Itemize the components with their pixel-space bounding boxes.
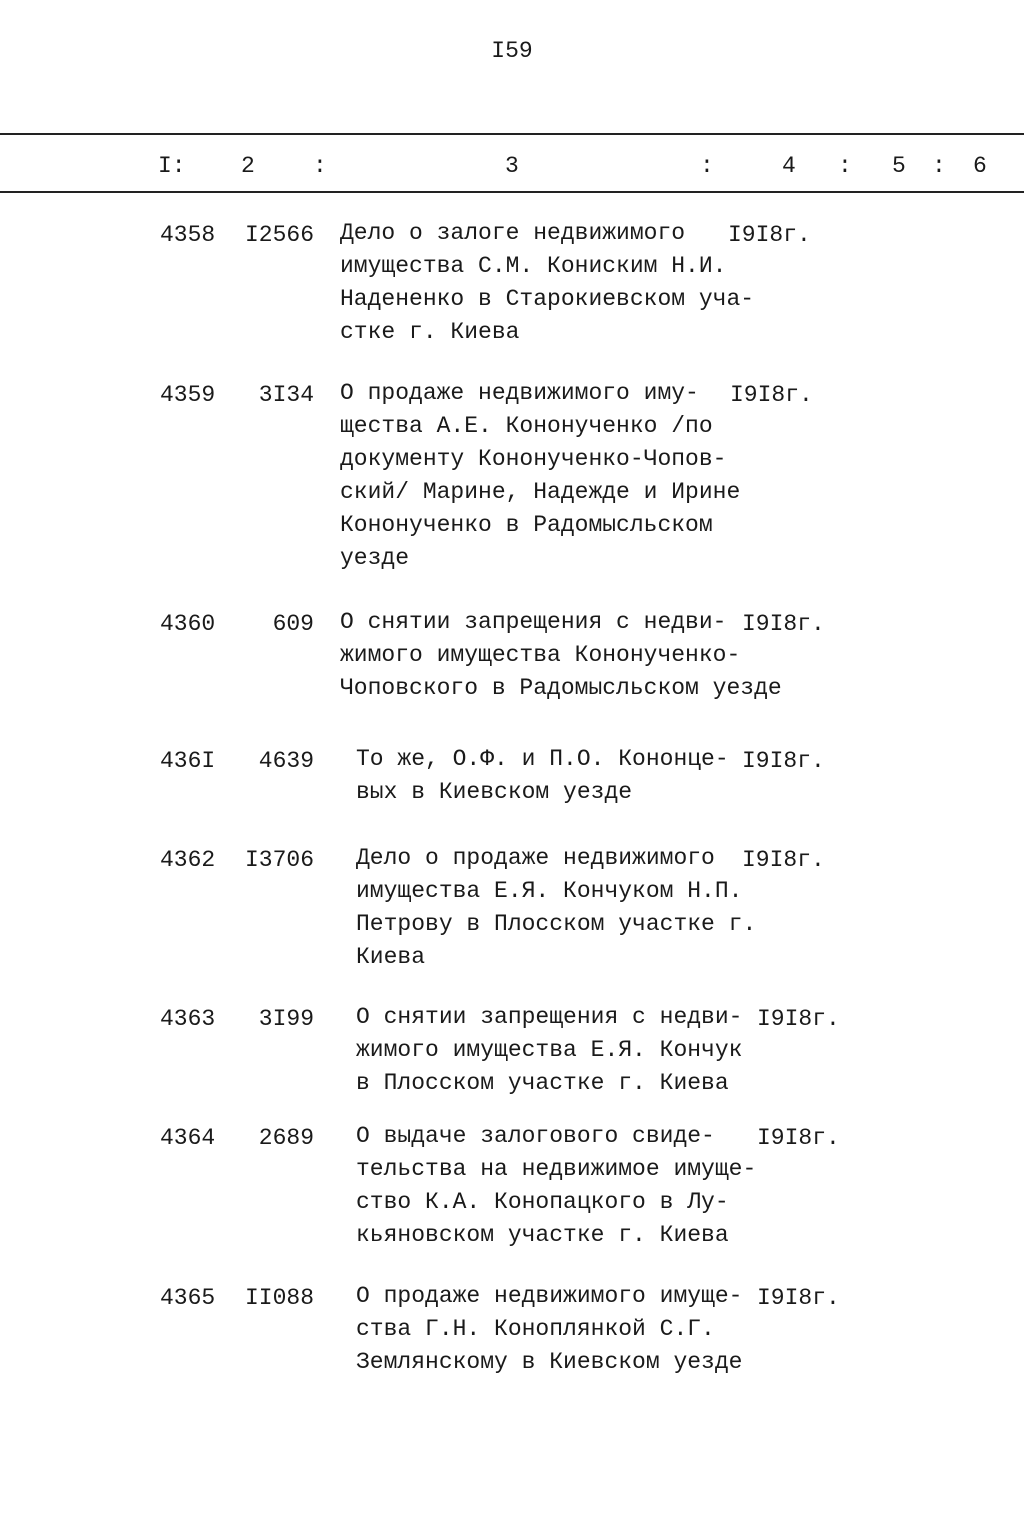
description-line: Петрову в Плосском участке г.	[356, 911, 757, 937]
description-line: О снятии запрещения с недви-	[340, 609, 727, 635]
archive-code: 609	[272, 611, 314, 637]
header-bottom-rule	[0, 191, 1024, 193]
archive-code: 3I99	[258, 1006, 314, 1032]
description-line: Дело о залоге недвижимого	[340, 220, 686, 246]
archive-code: 2689	[258, 1125, 314, 1151]
item-description	[340, 217, 754, 349]
item-year: I9I8г.	[757, 1006, 840, 1032]
item-description	[356, 842, 756, 974]
description-line: имущества Е.Я. Кончуком Н.П.	[356, 878, 743, 904]
description-line: кьяновском участке г. Киева	[356, 1222, 729, 1248]
header-sep: :	[838, 153, 852, 179]
item-description	[356, 1280, 742, 1379]
description-line: Землянскому в Киевском уезде	[356, 1349, 743, 1375]
item-number: 436I	[160, 748, 216, 774]
item-description	[340, 377, 740, 575]
description-line: О продаже недвижимого иму-	[340, 380, 699, 406]
description-line: Надененко в Старокиевском уча-	[340, 286, 755, 312]
item-number: 4359	[160, 382, 216, 408]
description-line: О выдаче залогового свиде-	[356, 1123, 715, 1149]
item-year: I9I8г.	[742, 611, 825, 637]
archive-code: I3706	[244, 847, 314, 873]
description-line: жимого имущества Е.Я. Кончук	[356, 1037, 743, 1063]
description-line: тельства на недвижимое имуще-	[356, 1156, 757, 1182]
description-line: документу Кононученко-Чопов-	[340, 446, 727, 472]
item-number: 4358	[160, 222, 216, 248]
header-top-rule	[0, 133, 1024, 135]
page-number: I59	[491, 38, 533, 64]
item-description	[356, 1120, 756, 1252]
description-line: ства Г.Н. Коноплянкой С.Г.	[356, 1316, 715, 1342]
header-sep: :	[932, 153, 946, 179]
description-line: уезде	[340, 545, 410, 571]
description-line: ский/ Марине, Надежде и Ирине	[340, 479, 741, 505]
header-col-5: 5	[892, 153, 906, 179]
item-number: 4364	[160, 1125, 216, 1151]
archive-code: 4639	[258, 748, 314, 774]
header-col-6: 6	[973, 153, 987, 179]
item-year: I9I8г.	[757, 1125, 840, 1151]
item-number: 4363	[160, 1006, 216, 1032]
description-line: щества А.Е. Кононученко /по	[340, 413, 713, 439]
item-year: I9I8г.	[742, 847, 825, 873]
description-line: О снятии запрещения с недви-	[356, 1004, 743, 1030]
description-line: вых в Киевском уезде	[356, 779, 633, 805]
item-year: I9I8г.	[742, 748, 825, 774]
description-line: Кононученко в Радомысльском	[340, 512, 713, 538]
description-line: жимого имущества Кононученко-	[340, 642, 741, 668]
item-number: 4365	[160, 1285, 216, 1311]
description-line: стке г. Киева	[340, 319, 520, 345]
header-col-2: 2	[241, 153, 255, 179]
item-description	[356, 1001, 742, 1100]
description-line: То же, О.Ф. и П.О. Кононце-	[356, 746, 729, 772]
item-year: I9I8г.	[728, 222, 811, 248]
header-sep: :	[313, 153, 327, 179]
description-line: ство К.А. Конопацкого в Лу-	[356, 1189, 729, 1215]
archive-code: 3I34	[258, 382, 314, 408]
header-col-3: 3	[505, 153, 519, 179]
header-sep: :	[700, 153, 714, 179]
description-line: Киева	[356, 944, 426, 970]
archive-code: I2566	[244, 222, 314, 248]
description-line: Чоповского в Радомысльском уезде	[340, 675, 782, 701]
item-year: I9I8г.	[730, 382, 813, 408]
description-line: в Плосском участке г. Киева	[356, 1070, 729, 1096]
item-description	[340, 606, 782, 705]
item-description	[356, 743, 729, 809]
item-number: 4362	[160, 847, 216, 873]
header-col-4: 4	[782, 153, 796, 179]
description-line: Дело о продаже недвижимого	[356, 845, 715, 871]
item-number: 4360	[160, 611, 216, 637]
item-year: I9I8г.	[757, 1285, 840, 1311]
description-line: имущества С.М. Кониским Н.И.	[340, 253, 727, 279]
header-col-1: I:	[158, 153, 186, 179]
archive-code: II088	[244, 1285, 314, 1311]
description-line: О продаже недвижимого имуще-	[356, 1283, 743, 1309]
